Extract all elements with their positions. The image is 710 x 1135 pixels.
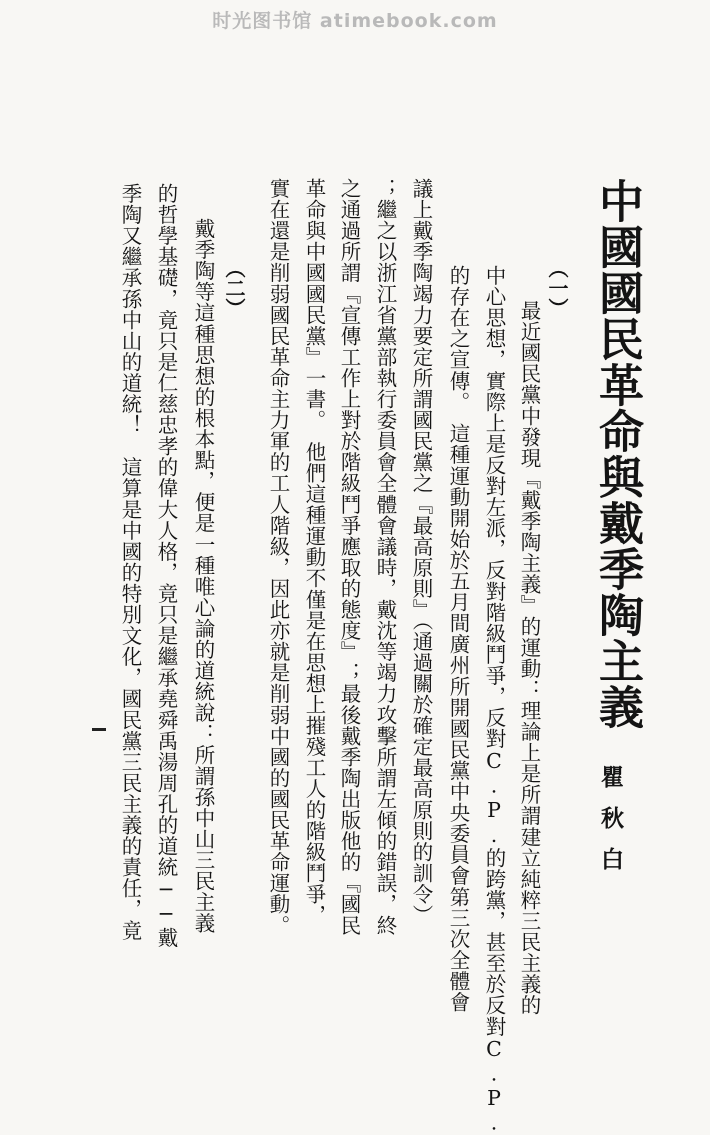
watermark: 时光图书馆 atimebook.com [212, 10, 498, 32]
page-number-mark [92, 728, 106, 731]
text-column-4: 議上戴季陶竭力要定所謂國民黨之『最高原則』（通過關於確定最高原則的訓令） [409, 178, 433, 926]
text-column-8: 實在還是削弱國民革命主力軍的工人階級，因此亦就是削弱中國的國民革命運動。 [266, 178, 290, 936]
text-column-5: ；繼之以浙江省黨部執行委員會全體會議時，戴沈等竭力攻擊所謂左傾的錯誤，終 [373, 178, 397, 936]
section-heading-one: （一） [545, 258, 569, 318]
author-name: 瞿秋白 [597, 765, 624, 888]
text-column-7: 革命與中國國民黨』一書。 他們這種運動不僅是在思想上摧殘工人的階級鬥爭， [302, 178, 326, 926]
text-column-3: 的存在之宣傳。 這種運動開始於五月間廣州所開國民黨中央委員會第三次全體會 [446, 265, 470, 1013]
text-column-9: 戴季陶等這種思想的根本點，便是一種唯心論的道統說：所謂孫中山三民主義 [191, 218, 215, 934]
section-heading-two: （二） [222, 258, 246, 318]
text-column-6: 之通過所謂『宣傳工作上對於階級鬥爭應取的態度』；最後戴季陶出版他的『國民 [337, 178, 361, 936]
text-column-10: 的哲學基礎，竟只是仁慈忠孝的偉大人格，竟只是繼承堯舜禹湯周孔的道統──戴 [154, 183, 178, 948]
text-column-1: 最近國民黨中發現『戴季陶主義』的運動：理論上是所謂建立純粹三民主義的 [517, 300, 541, 1016]
text-column-11: 季陶又繼承孫中山的道統！ 這算是中國的特別文化，國民黨三民主義的責任，竟 [118, 183, 142, 941]
page-title: 中國國民革命與戴季陶主義 [591, 178, 644, 730]
text-column-2: 中心思想，實際上是反對左派，反對階級鬥爭，反對C.P.的跨黨，甚至於反對C.P. [482, 265, 506, 1135]
